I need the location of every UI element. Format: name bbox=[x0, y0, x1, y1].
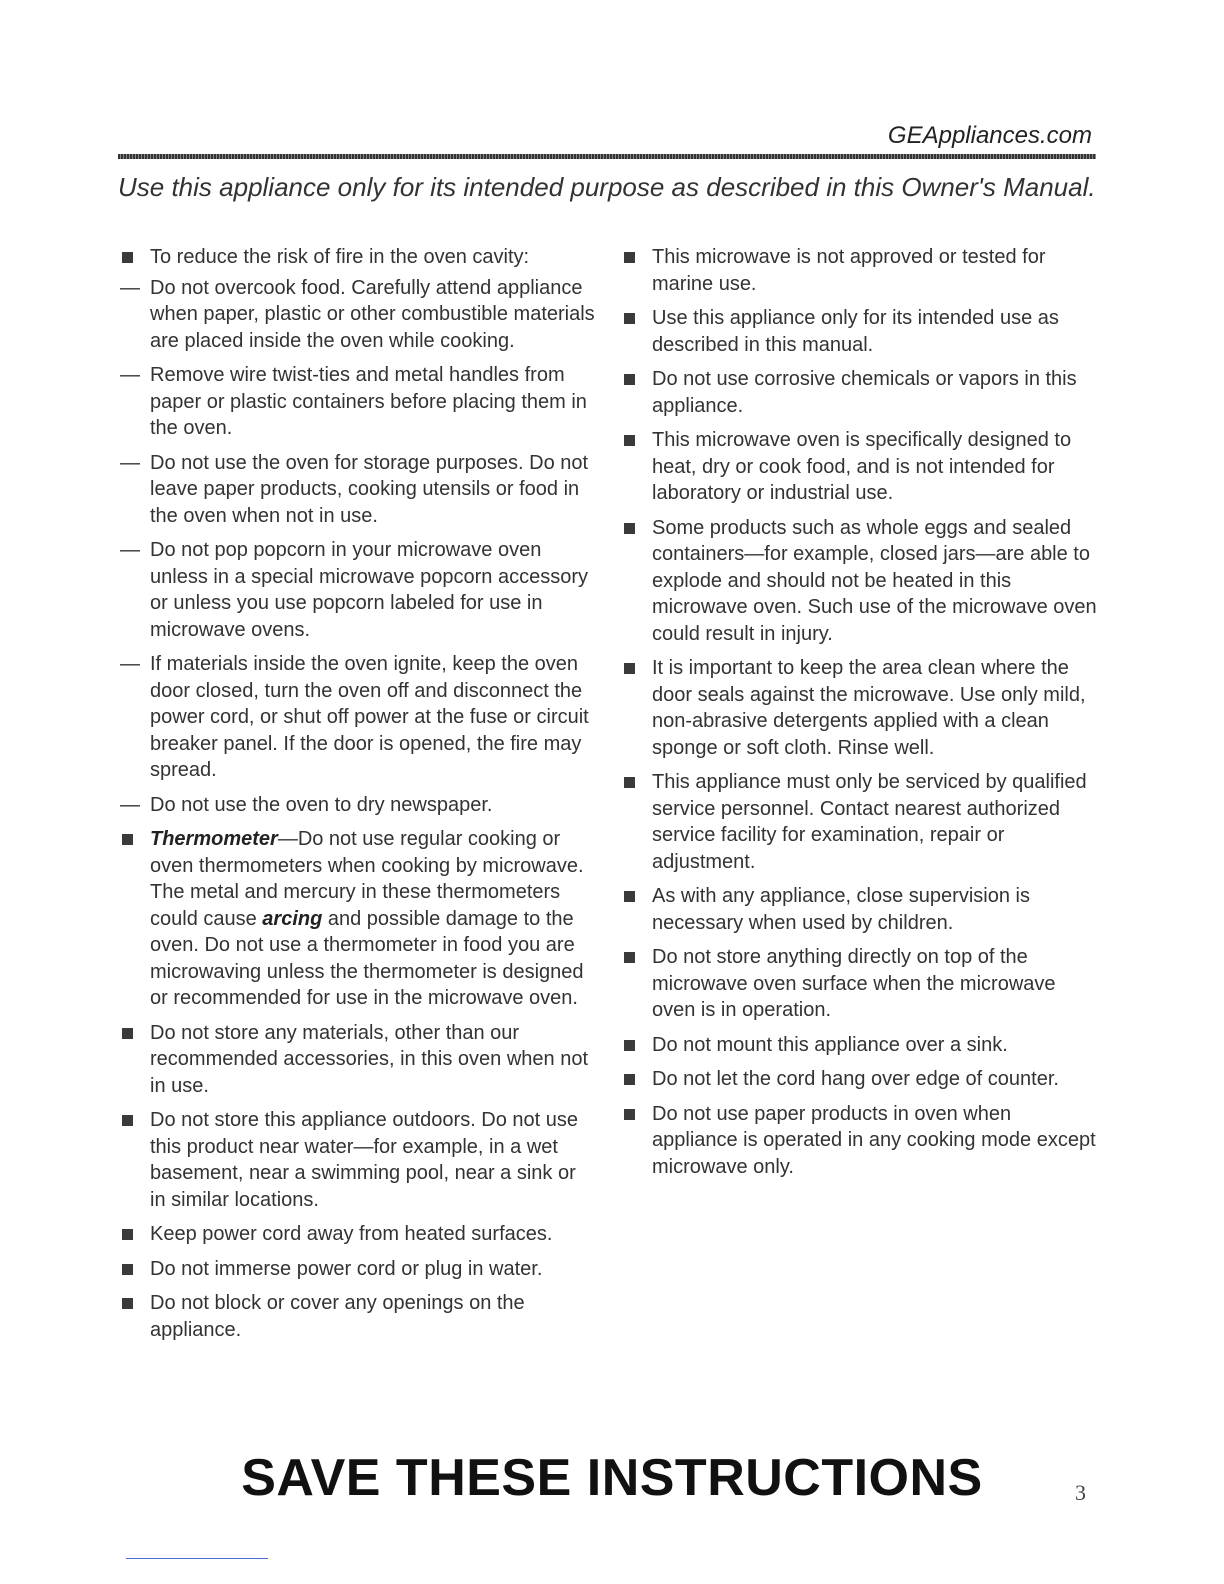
list-item: This appliance must only be serviced by qualified service personnel. Contact nearest authorized service facility for examination, repair or adjustment. bbox=[620, 769, 1098, 875]
dash-icon: — bbox=[120, 451, 140, 474]
thermometer-term: Thermometer bbox=[150, 828, 278, 850]
list-item: This microwave oven is specifically designed to heat, dry or cook food, and is not intended for laboratory or industrial use. bbox=[620, 427, 1098, 507]
square-bullet-icon bbox=[122, 1229, 133, 1240]
save-instructions-heading: SAVE THESE INSTRUCTIONS bbox=[241, 1449, 983, 1507]
list-item: Do not let the cord hang over edge of counter. bbox=[620, 1066, 1098, 1093]
square-bullet-icon bbox=[122, 834, 133, 845]
site-url: GEAppliances.com bbox=[887, 122, 1092, 149]
dash-icon: — bbox=[120, 653, 140, 675]
dash-icon: — bbox=[120, 793, 140, 816]
list-item: Do not use corrosive chemicals or vapors in this appliance. bbox=[620, 366, 1098, 419]
dash-icon: — bbox=[120, 539, 140, 561]
dash-item: — Do not use the oven to dry newspaper. bbox=[118, 792, 596, 819]
intro-statement: Use this appliance only for its intended purpose as described in this Owner's Manual. bbox=[118, 172, 1096, 202]
square-bullet-icon bbox=[624, 777, 635, 788]
square-bullet-icon bbox=[624, 952, 635, 963]
dash-item: — Remove wire twist-ties and metal handles from paper or plastic containers before placing them in the oven. bbox=[120, 364, 587, 439]
footer-line bbox=[126, 1558, 268, 1559]
square-bullet-icon bbox=[624, 1040, 635, 1051]
square-bullet-icon bbox=[122, 1028, 133, 1039]
right-column bbox=[620, 244, 1098, 1188]
list-item: Do not store any materials, other than our recommended accessories, in this oven when not in use. bbox=[118, 1020, 596, 1100]
square-bullet-icon bbox=[122, 1298, 133, 1309]
dash-item: — Do not pop popcorn in your microwave oven unless in a special microwave popcorn accessory or unless you use popcorn labeled for use in microwave ovens. bbox=[120, 539, 588, 641]
header-rule bbox=[118, 154, 1096, 159]
square-bullet-icon bbox=[624, 374, 635, 385]
dash-icon: — bbox=[120, 364, 140, 386]
square-bullet-icon bbox=[624, 523, 635, 534]
list-item: Keep power cord away from heated surfaces. bbox=[118, 1221, 596, 1248]
page-number: 3 bbox=[1075, 1480, 1086, 1505]
dash-item: — Do not overcook food. Carefully attend appliance when paper, plastic or other combustible materials are placed inside the oven while cooking. bbox=[120, 276, 595, 352]
left-column bbox=[118, 244, 596, 1351]
list-item: Do not mount this appliance over a sink. bbox=[620, 1032, 1098, 1059]
list-item: Do not use paper products in oven when appliance is operated in any cooking mode except microwave only. bbox=[620, 1101, 1098, 1181]
list-item: Do not block or cover any openings on the appliance. bbox=[118, 1290, 596, 1343]
square-bullet-icon bbox=[624, 313, 635, 324]
square-bullet-icon bbox=[624, 252, 635, 263]
list-item: Do not store this appliance outdoors. Do not use this product near water—for example, in a wet basement, near a swimming pool, near a sink or in similar locations. bbox=[118, 1107, 596, 1213]
arcing-term: arcing bbox=[262, 907, 323, 930]
dash-icon: — bbox=[120, 276, 140, 299]
list-item: To reduce the risk of fire in the oven cavity: bbox=[118, 244, 596, 271]
list-item: Do not store anything directly on top of the microwave oven surface when the microwave oven is in operation. bbox=[620, 944, 1098, 1024]
list-item: As with any appliance, close supervision is necessary when used by children. bbox=[620, 883, 1098, 936]
dash-item: — Do not use the oven for storage purposes. Do not leave paper products, cooking utensils or food in the oven when not in use. bbox=[120, 451, 589, 527]
square-bullet-icon bbox=[122, 1264, 133, 1275]
square-bullet-icon bbox=[624, 1109, 635, 1120]
list-item: It is important to keep the area clean where the door seals against the microwave. Use only mild, non-abrasive detergents applied with a clean sponge or soft cloth. Rinse well. bbox=[620, 655, 1098, 761]
square-bullet-icon bbox=[122, 1115, 133, 1126]
list-item: Some products such as whole eggs and sealed containers—for example, closed jars—are able to explode and should not be heated in this microwave oven. Such use of the microwave oven could result in injury. bbox=[620, 515, 1098, 648]
square-bullet-icon bbox=[624, 891, 635, 902]
dash-item: — If materials inside the oven ignite, keep the oven door closed, turn the oven off and disconnect the power cord, or shut off power at the fuse or circuit breaker panel. If the door is opened, the fire may spread. bbox=[120, 653, 589, 781]
list-item: This microwave is not approved or tested for marine use. bbox=[620, 244, 1098, 297]
square-bullet-icon bbox=[624, 1074, 635, 1085]
list-item: Use this appliance only for its intended use as described in this manual. bbox=[620, 305, 1098, 358]
square-bullet-icon bbox=[624, 663, 635, 674]
list-item: Do not immerse power cord or plug in water. bbox=[118, 1256, 596, 1283]
thermometer-item: Thermometer—Do not use regular cooking or oven thermometers when cooking by microwave. The metal and mercury in these thermometers could cause arcing and possible damage to the oven. Do not use a thermometer in food you are microwaving unless the thermometer is designed or recommended for use in the microwave oven. bbox=[118, 826, 596, 1012]
square-bullet-icon bbox=[624, 435, 635, 446]
square-bullet-icon bbox=[122, 252, 133, 263]
